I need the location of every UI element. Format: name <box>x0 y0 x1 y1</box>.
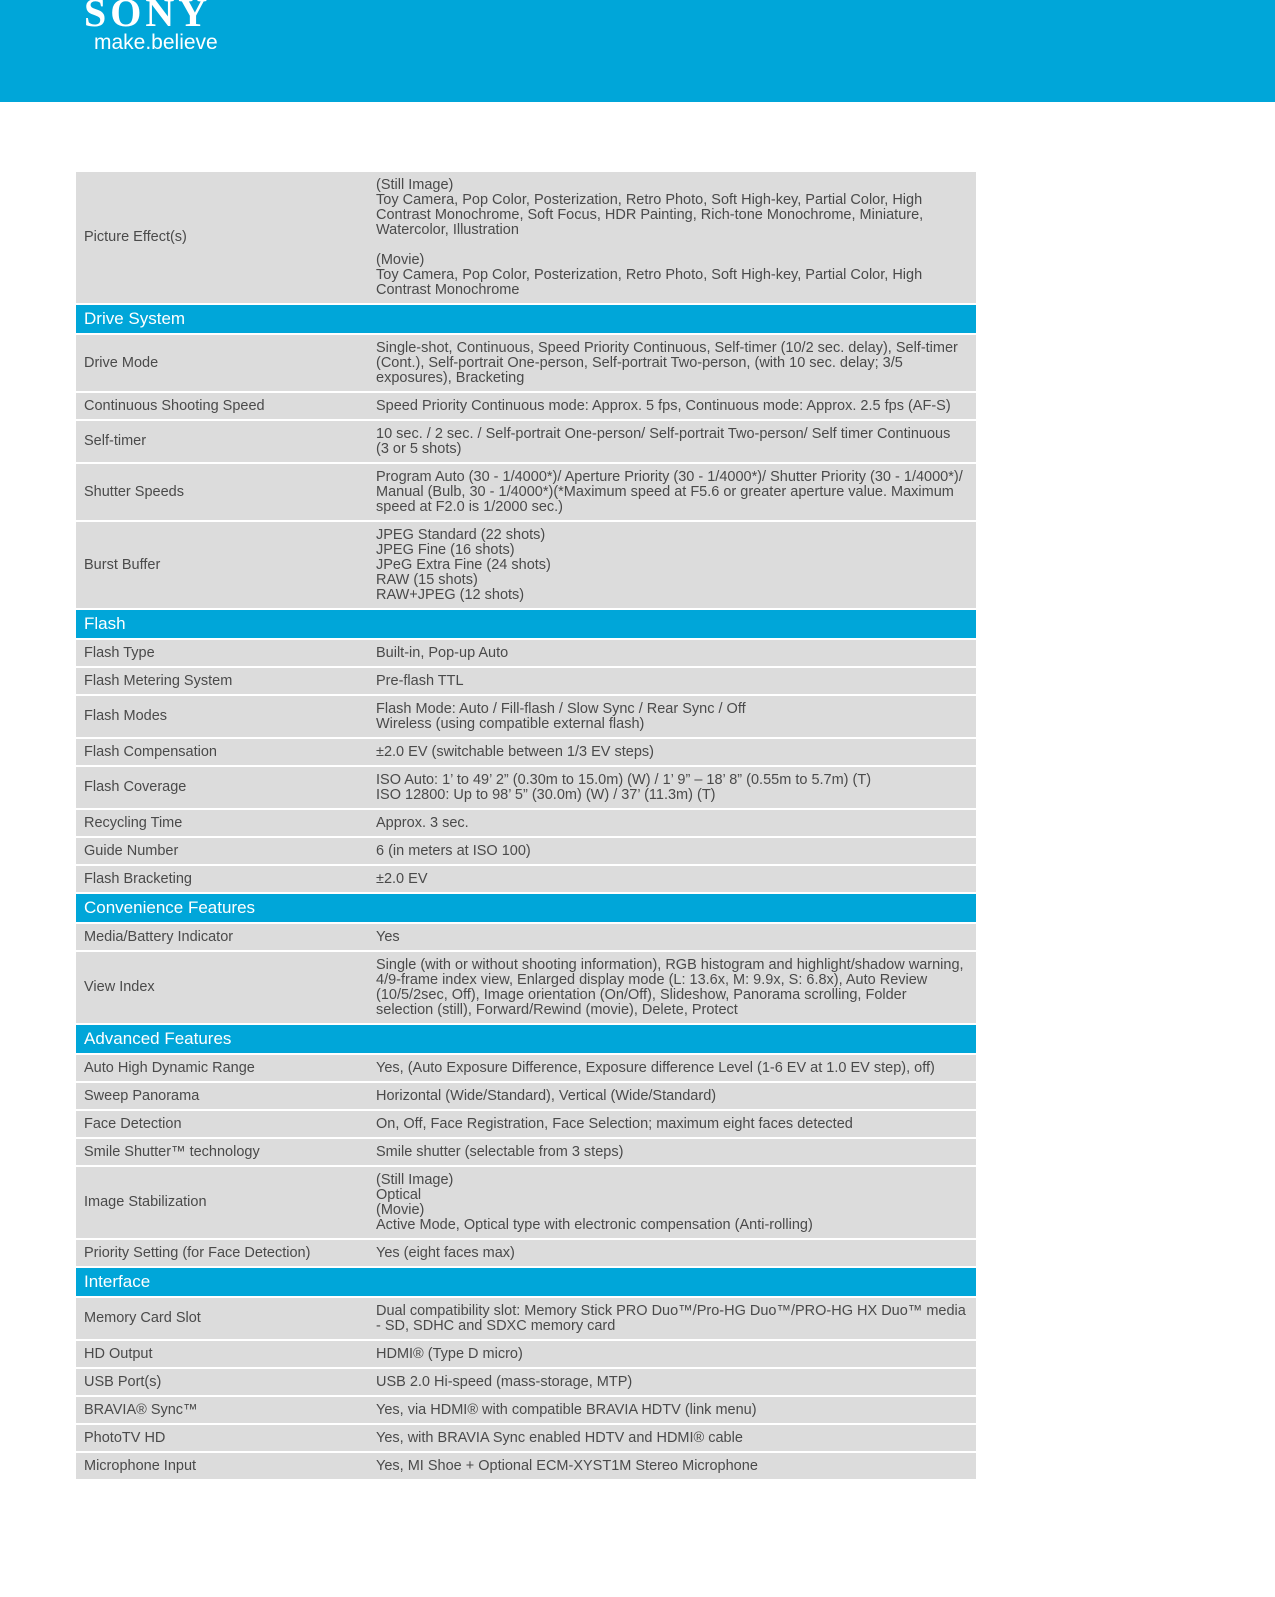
spec-row <box>76 1111 976 1139</box>
spec-label: Shutter Speeds <box>84 483 184 500</box>
spec-row <box>76 1240 976 1268</box>
spec-row <box>76 838 976 866</box>
section-header: Flash <box>76 610 976 640</box>
section-header: Convenience Features <box>76 894 976 924</box>
spec-row <box>76 924 976 952</box>
spec-row <box>76 1298 976 1341</box>
spec-label: Self-timer <box>84 433 147 449</box>
spec-value: Yes, (Auto Exposure Difference, Exposure difference Level (1-6 EV at 1.0 EV step), off) <box>376 1060 935 1076</box>
spec-value: Dual compatibility slot: Memory Stick PRO Duo™/Pro-HG Duo™/PRO-HG HX Duo™ media - SD, SDHC and SDXC memory card <box>376 1303 966 1334</box>
spec-label: Image Stabilization <box>84 1194 207 1210</box>
brand-logo <box>84 0 218 54</box>
spec-label: Flash Coverage <box>84 779 187 795</box>
spec-label: Guide Number <box>84 842 179 859</box>
spec-label: BRAVIA® Sync™ <box>84 1401 198 1418</box>
spec-label: Drive Mode <box>84 354 159 371</box>
spec-value: Approx. 3 sec. <box>376 815 469 831</box>
spec-label: Picture Effect(s) <box>84 229 187 245</box>
spec-label: Recycling Time <box>84 814 183 831</box>
spec-label: Media/Battery Indicator <box>84 928 234 945</box>
spec-label: PhotoTV HD <box>84 1429 166 1446</box>
spec-value: Yes <box>376 929 400 945</box>
spec-row <box>76 1055 976 1083</box>
spec-value: Flash Mode: Auto / Fill-flash / Slow Sync / Rear Sync / Off Wireless (using compatible external flash) <box>376 701 746 732</box>
spec-value: Program Auto (30 - 1/4000*)/ Aperture Priority (30 - 1/4000*)/ Shutter Priority (30 - 1/4000*)/ Manual (Bulb, 30 - 1/4000*)(*Maximum speed at F5.6 or greater aperture value. Maximum speed at F2.0 is 1/2000 sec.) <box>376 469 963 515</box>
spec-label: USB Port(s) <box>84 1373 162 1390</box>
spec-row <box>76 464 976 522</box>
spec-value: Pre-flash TTL <box>376 673 464 689</box>
spec-value: JPEG Standard (22 shots) JPEG Fine (16 shots) JPeG Extra Fine (24 shots) RAW (15 shots) RAW+JPEG (12 shots) <box>376 527 551 603</box>
spec-value: HDMI® (Type D micro) <box>376 1346 523 1362</box>
section-header: Interface <box>76 1268 976 1298</box>
header-bar <box>0 0 1275 102</box>
spec-row <box>76 1341 976 1369</box>
spec-table <box>76 172 976 1481</box>
spec-label: Flash Type <box>84 644 155 661</box>
spec-value: Built-in, Pop-up Auto <box>376 645 509 661</box>
spec-value: (Still Image) Toy Camera, Pop Color, Posterization, Retro Photo, Soft High-key, Partial Color, High Contrast Monochrome, Soft Focus, HDR Painting, Rich-tone Monochrome, Miniature, Watercolor, Illustration (Movie) Toy Camera, Pop Color, Posterization, Retro Photo, Soft High-key, Partial Color, High Contrast Monochrome <box>376 177 924 298</box>
spec-row <box>76 810 976 838</box>
spec-value: ±2.0 EV (switchable between 1/3 EV steps) <box>376 744 654 760</box>
brand-tagline: make.believe <box>94 31 218 54</box>
spec-label: Flash Bracketing <box>84 870 192 887</box>
spec-row <box>76 421 976 464</box>
spec-label: Flash Compensation <box>84 743 217 760</box>
spec-value: Yes, with BRAVIA Sync enabled HDTV and HDMI® cable <box>376 1430 743 1446</box>
spec-label: Priority Setting (for Face Detection) <box>84 1244 311 1261</box>
spec-row <box>76 1083 976 1111</box>
spec-label: Auto High Dynamic Range <box>84 1059 255 1076</box>
spec-row <box>76 1397 976 1425</box>
spec-label: Smile Shutter™ technology <box>84 1143 260 1160</box>
spec-value: (Still Image) Optical (Movie) Active Mode, Optical type with electronic compensation (Anti-rolling) <box>376 1172 813 1233</box>
spec-label: Continuous Shooting Speed <box>84 397 265 414</box>
spec-row <box>76 640 976 668</box>
spec-label: HD Output <box>84 1345 153 1362</box>
section-header: Advanced Features <box>76 1025 976 1055</box>
spec-label: Flash Metering System <box>84 672 233 689</box>
spec-value: ISO Auto: 1’ to 49’ 2” (0.30m to 15.0m) (W) / 1’ 9” – 18’ 8” (0.55m to 5.7m) (T) ISO 12800: Up to 98’ 5” (30.0m) (W) / 37’ (11.3m) (T) <box>376 772 872 803</box>
spec-row <box>76 335 976 393</box>
spec-row <box>76 1425 976 1453</box>
spec-value: Speed Priority Continuous mode: Approx. 5 fps, Continuous mode: Approx. 2.5 fps (AF-S) <box>376 398 951 414</box>
spec-value: On, Off, Face Registration, Face Selection; maximum eight faces detected <box>376 1116 853 1132</box>
spec-value: Yes (eight faces max) <box>376 1245 515 1261</box>
spec-value: Single (with or without shooting information), RGB histogram and highlight/shadow warning, 4/9-frame index view, Enlarged display mode (L: 13.6x, M: 9.9x, S: 6.8x), Auto Review (10/5/2sec, Off), Image orientation (On/Off), Slideshow, Panorama scrolling, Folder selection (still), Forward/Rewind (movie), Delete, Protect <box>376 957 964 1018</box>
spec-row <box>76 668 976 696</box>
section-header: Drive System <box>76 305 976 335</box>
spec-row <box>76 767 976 810</box>
spec-label: View Index <box>84 979 155 995</box>
spec-row <box>76 952 976 1025</box>
spec-row <box>76 393 976 421</box>
spec-value: Yes, MI Shoe + Optional ECM-XYST1M Stereo Microphone <box>376 1458 758 1474</box>
spec-row <box>76 866 976 894</box>
spec-row <box>76 739 976 767</box>
spec-value: ±2.0 EV <box>376 871 428 887</box>
spec-row <box>76 1139 976 1167</box>
spec-row <box>76 1369 976 1397</box>
spec-label: Sweep Panorama <box>84 1087 200 1104</box>
spec-label: Flash Modes <box>84 708 168 724</box>
spec-label: Microphone Input <box>84 1457 197 1474</box>
spec-value: Yes, via HDMI® with compatible BRAVIA HDTV (link menu) <box>376 1402 757 1418</box>
spec-row <box>76 696 976 739</box>
spec-row <box>76 522 976 610</box>
spec-row <box>76 172 976 305</box>
spec-value: 10 sec. / 2 sec. / Self-portrait One-person/ Self-portrait Two-person/ Self timer Continuous (3 or 5 shots) <box>376 426 951 457</box>
spec-row <box>76 1453 976 1481</box>
spec-label: Memory Card Slot <box>84 1310 201 1326</box>
spec-value: Smile shutter (selectable from 3 steps) <box>376 1144 624 1160</box>
spec-value: Horizontal (Wide/Standard), Vertical (Wide/Standard) <box>376 1088 717 1104</box>
spec-value: USB 2.0 Hi-speed (mass-storage, MTP) <box>376 1374 633 1390</box>
spec-value: 6 (in meters at ISO 100) <box>376 843 531 859</box>
spec-value: Single-shot, Continuous, Speed Priority Continuous, Self-timer (10/2 sec. delay), Self-timer (Cont.), Self-portrait One-person, Self-portrait Two-person, (with 10 sec. delay; 3/5 exposures), Bracketing <box>376 340 958 386</box>
spec-label: Burst Buffer <box>84 556 161 573</box>
sony-logo: SONY <box>84 0 212 35</box>
spec-label: Face Detection <box>84 1115 182 1132</box>
spec-row <box>76 1167 976 1240</box>
